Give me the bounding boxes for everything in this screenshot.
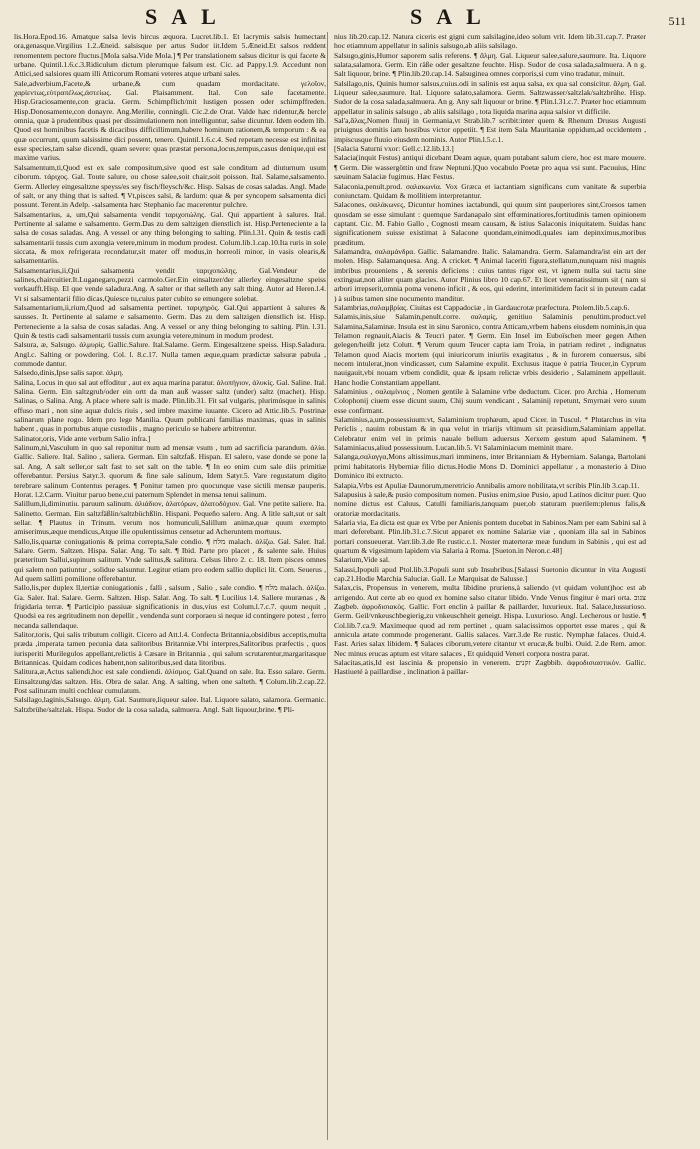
dictionary-entry: Salitor,toris, Qui salis tributum colligit. Cicero ad Att.l.4. Confecta Britannia,obsidibus acceptis,multa præda ,imperata tamen pecunia data salitoribus Britanniæ.Vbi interpres,Salitoribus præfectis , quos iurisperiti Murilegulos appellant,relictis à Cæsare in Britannia , qui salum scrutarentur,margaritasque Britannicas. Quidam codices habent,non salitoribus,sed data litoribus.	[14, 630, 326, 668]
dictionary-entry: Salitura,æ,Actus saliendi,hoc est sale condiendi. ἁλίσμος. Gal.Quand on sale. Ita. Esso salare. Germ. Einsaltzung/das saltzen. His. Obra de salar. Ang. A salting, when one salteth. ¶ Colum.lib.2.cap.22. Post salituram multi cochlear cumulatum.	[14, 667, 326, 696]
dictionary-entry: Salsamentarium,ii,rium,Quod ad salsamenta pertinet. ταριχηρός. Gal.Qui appartient à salures & sausses. It. Pertinente al salame e salsamento. Germ. Das zu dem saltzigen dienstlich ist. Hisp. Perteneciente a la salsa de cosas saladas. Ang. A vessel or any thing belonging to salting. Plin. l.31. Quin & testis cadi salsamentarii tussis cum axungia vetere,minum in modum prodest.	[14, 302, 326, 340]
dictionary-entry: Salaconia,penult.prod. σαλακωνία. Vox Græca et iactantiam significans cum vanitate & superbia coniunctam. Quidam & mollitiem interpretantur.	[334, 181, 646, 200]
dictionary-entry: Salsura, æ, Salsugo. ἁλμυρίς. Gallic.Salure. Ital.Salame. Germ. Eingesaltzene speiss. Hisp.Saladura. Angl.c. Salting or powdering. Col. l. 8.c.17. Nulla tamen æque,quam prædictæ salsuræ pabula , commode dantur.	[14, 340, 326, 369]
dictionary-entry: nius lib.20.cap.12. Natura ciceris est gigni cum salsilagine,ideo solum vrit. Idem lib.31.cap.7. Præter hoc etiamnum appellatur in salinis salsugo,ab aliis salsilago.	[334, 32, 646, 51]
dictionary-entry: Sale,adverbium,Facete,& urbane,& cum quadam mordacitate. γελοῖον, χαρίεντως,εὐτραπέλως,ἀστείως. Gal. Plaisamment. Ital. Con sale facetamente. Hisp.Graciosamente,con gracia. Germ. Schimpflich/mit lustigen possen oder schimpffreden. Hisp.Donosamente,con donayre. Ang.Merilie, conningli. Cic.2.de Orat. Valde hæc ridentur,& hercle omnia, quæ à prudentibus quasi per dissimulationem non intelliguntur, salse dicuntur. Idem eodem lib. Quod est hominibus facetis & dicacibus difficillimum,habere hominum rationem,& temporum : & ea quæ occurrunt, quum salsissime dici possent, tenere. Quintil.1.6.c.4. Sed repetam necesse est infinitas esse species,tam salse dicendi, quam severe: quas præstat persona,locus,tempus,casus denique,qui est maxime varius.	[14, 78, 326, 163]
dictionary-entry: [Salacia Saturni vxor: Gell.c.12.lib.13.]	[334, 144, 454, 154]
dictionary-entry: Salassi,Ipopuli apud Ptol.lib.3.Populi sunt sub Insubribus.[Salassi Suetonio dicuntur in vita Augusti cap.21.Hodie Marchia Saluciæ. Gall. Le Marquisat de Salusse.]	[334, 564, 646, 583]
dictionary-entry: Salanga,σαλαγγα,Mons altissimus,mari imminens, inter Britanniam & Hyberniam. Salanga, Bartolani primi habitatoris Hyberniæ filio dictus.Hodie Mons D. Dominici appellatur , a monasterio à Diuo Dominico ibi extructo.	[334, 452, 646, 481]
dictionary-entry: Salambrias,σαλαμβρίας. Ciuitas est Cappadociæ , in Gardaucrotæ præfectura. Ptolem.lib.5.cap.6.	[334, 302, 630, 312]
dictionary-entry: Salacitas,atis,Id est lascinia & propensio in venerem. זקנים Zagbbib. ἀφροδισιαστικὸν. Gallic. Hastiueté à paillardise , inclination à paillar-	[334, 658, 646, 677]
dictionary-entry: Salina, Locus in quo sal aut effoditur , aut ex aqua marina paratur. ἁλοπήγιον, ἁλυκίς. Gal. Saline. Ital. Salina. Germ. Ein saltzgrub/oder ein ortt da man auß wasser saltz (under) saltz (machet). Hisp. Salinas, o Salina. Ang. A place where salt is made. Plin.lib.31. Fit sal vulgaris, plurimúsque in salinis effuso mari , non sine aquæ dulcis riuis , sed imbre maxime iuuante. Cicero ad Attic.lib.5. Postrinæ salinarum plane rogo. Idem pro lege Manilia. Quum publicani familias maximas, quas in salinis habent , quas in portubus atque custodiis , magno periculo se habere arbitrentur.	[14, 377, 326, 434]
running-head-right: SAL	[410, 4, 495, 29]
dictionary-entry: Sal'a,ἅλας,Nomen fluuij in Germania,vt Strab.lib.7 scribit:inter quem & Rhenum Drusus Augusti priuignus domitis iam hostibus victor oppetiit. ¶ Est item Sala Mauritaniæ oppidum,ad occidentem , impiscusque fluuio eiusdem nominis. Autor Plin.l.5.c.1.	[334, 116, 646, 144]
dictionary-entry: Sallo,lis,quartæ coniugationis & prima correpta,Sale condio. ¶ מלח malach. ἁλίζω. Gal. Saler. Ital. Salare. Germ. Saltzen. Hispa. Salar. Ang. To salt. ¶ Ibid. Parte pro placet , & salente sale. Huius præteritum Sallui,supinum salitum. Vnde salitus,& salitura. Celsus libro 2. c. 18. Item pisces omnes qui salem non patiuntur , solidue salsuntur. Legitur etiam pro eodem sallio duplici lit. Com. Seuerus , Ad quem sallitti pomilione offerebantur.	[14, 536, 326, 583]
dictionary-entry: Salsamentarius, a, um,Qui salsamenta vendit ταριχοπώλης. Gal. Qui appartient à salures. Ital. Pertinente al salame e salsamento. Germ.Das zu dem saltzigen dienstlich ist. Hisp.Perteneciente a la salsa de cosas saladas. Ang. A vessel or any thing belonging to salting. Plin.l.31. Quin & testis cadi salsamentarii tussis cum axungia vetere,minum in modum prodest. Colum.lib.1.cap.10.Ita ruris in sole siccata, & mox refrigerata recondatur,sit mater off modus,in horreoli minor, in vasis olearis,& salsamentariis.	[14, 209, 326, 266]
dictionary-entry: Salsilago,nis, Quinis humor salsus,cuius.odi in salinis est aqua salsa, ex qua sal consicitur. ἅλμη. Gal. Liqueur salee,saumure. Ital. Liquore salato,salamora. Germ. Saltzwasser/saltzlak/saltzbrühe. Hisp. Sudor de la cosa salada,salmuera. An g. Any salt liquour or brine. ¶ Plin.l.31.c.7. Præter hoc etiamnum appellatur in salinis salsugo , ab aliis salsilago , tota liquida marina aqua salsior vt difficile.	[334, 78, 646, 116]
dictionary-entry: Salaminius,a,um,possessiuum:vt, Salaminium trophæum, apud Cicer. in Tuscul. * Plutarchus in vita Periclis , nauim robustam & in qua velut in triarijs vltimum sit præsidium,Salaminiam appellat. Celebratur enim vel in primis nauale bellum aduersus Xerxem gestum apud Salaminem. ¶ Salaminiacus,aliud possessiuum. Lucan.lib.5. Vt Salaminiacum meminit mare.	[334, 415, 646, 453]
left-column	[14, 32, 326, 1142]
dictionary-entry: lis.Hora.Epod.16. Amatque salsa levis hircus æquora. Lucret.lib.1. Et lacrymis salsis humectant ora,genasque.Virgilius 1.2.Æneid. salsisque per artus Sudor iit.Idem 5.Æneid.Et salsos reddent renomentem pectore fluctus.[Mola salsa.Vide Mola.] ¶ Per translationem salsus dicitur is qui facete & urbane. Quintil.1.6.c.3.Ridiculum dictum plerumque falsum est. Cic. ad Pappy.1.9. Accedunt non Attici,sed salsiores quam illi Atticorum Romani veteres atque urbani sales.	[14, 32, 326, 79]
running-head-left: SAL	[145, 4, 230, 29]
dictionary-entry: Salillum,li,diminutiu. paruum salinum. ἁλιάδιον, ἁλατόρων, ἁλατοδόχιον. Gal. Vne petite saliere. Ita. Salinetto. German. Ein saltzfäßlin/saltzbüchßlin. Hispani. Pequeño salero. Ang. A litle salt,sut or salt sellar. ¶ Plautus in Trinum. verum nos homunculi,Salillum animæ,quæ quum exempto amiserimus,æque mendicus,Atque ille opulentissimus censetur ad Acheruntem mortuus.	[14, 499, 326, 537]
column-rule	[327, 32, 328, 1140]
dictionary-entry: Salsedo,dinis,Ipse salis sapor. ἁλμη.	[14, 368, 124, 378]
dictionary-entry: Salsugo,ginis,Humor saporem salis referens. ¶ ἅλμη. Gal. Liqueur salee,salure,saumure. Ita. Liquore salata,salamora. Germ. Ein räße oder gesaltzne feuchte. Hisp. Sudor de cosa salada,salmuera. A n g. Salt liquour, brine. ¶ Plin.lib.20.cap.14. Salsuginea omnes corporis,si cum vino tradatur, minuit.	[334, 50, 646, 79]
right-column	[334, 32, 646, 1142]
dictionary-entry: Salsamentum,ti,Quod est ex sale compositum,sive quod est sale conditum ad diuturnum usum ciborum. τάριχος. Gal. Toute salure, ou chose salee,soit chair,soit poisson. Ital. Salame,salsamento. Germ. Allerley eingesaltzne speyss/es sey fisch/fleysch/&c. Hisp. Salsas de cosas saladas. Angl. Made of salt, or any thing that is salted. ¶ Vt,pisces salsi, & lardum: quæ & per syncopem salsamenta dici possunt. Terent.in Adelp. -salsamenta hæc Stephanio fac macerentur pulchre.	[14, 162, 326, 210]
dictionary-entry: Salapusius à sale,& pusio compositum nomen. Pusius enim,siue Pusio, apud Latinos dicitur puer. Quo nomine dictus est Caluus, Catulli familiaris,tanquam puer,ob staturam puerilem:plenus falis,& oratoriæ mordacitatis.	[334, 489, 646, 518]
dictionary-entry: Salapia,Vrbs est Apuliæ Daunorum,meretricio Annibalis amore nobilitata,vt scribis Plin.lib 3.cap.11.	[334, 480, 640, 490]
page-number: 511	[668, 14, 686, 28]
dictionary-entry: Salax,cis, Propensus in venerem, multa libidine pruriens,à saliendo (vt quidam volunt)hoc est ab arrigendo. Aut certe ab eo quod ex homine salso citatur libido. Vnde Venus fingitur è mari orta. צגוב Zagbeb. ἀφροδισιακὸς. Gallic. Fort enclin à paillar & paillarder, luxurieux. Ital. Salace,lussurioso. Germ. Geil/vnkeuschbegierig,zu vnkeuschheit geneigt. Hispa. Luxurioso. Angl. Lecherous or lustie. ¶ Col.lib.7.ca.9. Maximeque quod ad rem pertinet , quam salacissimos opportet esse mares , qui & annicula ætate commode progenerant. Gallis salaces. Varr.3.de Re rustic. Nymphæ falaces. Ouid.4. Fast. Aries salax libidem. ¶ Salaces ciborum,vetere citantur vt erucæ,& bulbi. Ouid. 2.de Rem. amor. Nec minus erucas aptum est vitare salaces , Et quidquid Veneri corpora nostra parat.	[334, 583, 646, 658]
dictionary-entry: Salinum,ni,Vasculum in quo sal reponitur num ad mensæ vsum , tum ad sacrificia parandum. ἁλία. Gallic. Saliere. Ital. Salino , saliera. German. Ein saltzfaß. Hispan. El salero, vase donde se pone la sal. Ang. A salt seller,or salt fast to set salt on the table. ¶ In eo enim cum sale diis primitiæ offerebantur. Persius Satyr.3. quorum & fine sale salinum, Idem Satyr.5. Vare regustatum digito terebrare salinum Contentus perages. ¶ Ponitur tamen pro quocunque vase sictili mensæ pauperis. Horat. l.2.Carm. Viuitur paruo bene,cui paternum Splendet in mensa tenui salinum.	[14, 443, 326, 499]
dictionary-entry: Sallo,lis,per duplex ll,tertiæ coniugationis , falli , salsum , Salio , sale condio. ¶ מלח malach. ἁλίζω. Ga. Saler. Ital. Salare. Germ. Saltzen. Hisp. Salar. Ang. To salt. ¶ Lucilius l.4. Sallere murænas , & frigidaria terræ. ¶ Participio passiuæ significationis in dus,vius est Colum.l.7.c.7. quum nequit , Quodsi ea res ægritudinem non depellit , vendenda sunt corporaeu si neque id contingere potest , ferro necanda sallendaque.	[14, 583, 326, 630]
dictionary-entry: Salamandra, σαλαμάνδρα. Gallic. Salamandre. Italic. Salamandra. Germ. Salamandra/ist ein art der molen. Hisp. Salamanquesa. Ang. A cricket. ¶ Animal laceriti figura,stellatum,nunquam nisi magnis imbribus proueniens , & serenis deficiens : cuius tantus rigor est, vt ignem nulla sui tactu sine extinguat,non aliter quam glacies. Autor Plinius libro 10 cap.67. Et licet venenatissimum sit ( nam si arbori irrepserit,omnia poma veneno inficit , & eos, qui ederint, interimitidem facit si in puteum cadat ) à suibus tamen sine nocumento manditur.	[334, 246, 646, 303]
dictionary-entry: Salacones, σαλάκωνες, Dicuntur homines iactabundi, qui quum sint pauperiores sint,Croesos tamen quosdam se esse simulant : quemque Sardanapalo sint effœminatiores,fortitudinis tamen opinionem captant. Cic. M. Fabio Gallo , Cognosti meam causam, & istius Salaconis iniquitatem. Suidas hanc significationem suisse existimat à Salacone quondam,einimodi,quales iam depinximus,moribus præditum.	[334, 200, 646, 247]
dictionary-entry: Salsamentarius,ii,Qui salsamenta vendit ταριχοπώλης. Gal.Vendeur de salines,chaircuitier.It.Luganegaro,pezzi carmolo.Ger.Ein einsaltzer/der allerley eingesaltzne speiss verkaufft.Hisp. El que vende saladura.Ang. A salter or that selleth any salt thing. Autor ad Heren.l.4. Vt si salsamentarii filio dicas,Quiesce tu,cuius pater cubito se emungere solebat.	[14, 265, 326, 303]
dictionary-entry: Salaminius , σαλαμίνιος , Nomen gentile à Salamine vrbe deductum. Cicer. pro Archia , Homerum Colophonij ciuem esse dicunt suum, Chij suum vendicant , Salaminij repetunt, Smyrnæi vero suum esse confirmant.	[334, 387, 646, 415]
dictionary-entry: Salacia(inquit Festus) antiqui dicebant Deam aquæ, quam putabant salum ciere, hoc est mare mouere. ¶ Germ. Die wassergöttin und fraw Neptuni.]Quo vocabulo Poetæ pro aqua vsi sunt. Pacuuius, Hinc sæuinam Salaciæ fugimus. Hæc Festus.	[334, 153, 646, 182]
dictionary-entry: Salarium,Vide sal.	[334, 555, 390, 565]
dictionary-entry: Salaria via, Ea dicta est quæ ex Vrbe per Anienis pontem ducebat in Sabinos.Nam per eam Sabini sal à mari deferebant. Plin.lib.31.c.7.Sicut apparet ex nomine Salariæ viæ , quoniam illa sal in Sabinos portari consueuerat. Varr.lib.3.de Re rustic.c.1. Noster materteræ meæ fundum in Sabinis , qui est ad quartum & vigesimum lapidem via Salaria à Roma. [Sueton.in Neron.c.48]	[334, 517, 646, 555]
dictionary-entry: Salinator,oris, Vide ante verbum Salio infra.]	[14, 433, 151, 443]
dictionary-entry: Salamis,inis,siue Salamin,penult.corre. σαλαμίς, genitiuo Salaminis penultim.product.vel Salamina,Salaminæ. Insula est in sinu Saronico, contra Atticam,vrbem habens eiusdem nominis,in qua Telamon regnauit,Aiacis & Teucri pater. ¶ Germ. Ein Insel im Euboïschen meer gegen Athen gelegen/heißt jetz Colutt. ¶ Verum quum Teucer capta iam Troia, in patriam rediret , indignatus Telamon quod Aiacis mortem (qui iniuricorum iniuriis exagitatus , & in furorem conuersus, sibi necem intulerat,)non vindicasset, cum Salamine expulit. Exclusus itaque è patria Teucer,in Cyprum nauigauit,vbi nouam vrbem condidit, quæ & ipsam relictæ vrbis desiderio , Salaminem appellauit. Hanc hodie Constantiam appellant.	[334, 312, 646, 387]
dictionary-entry: Salsilago,laginis,Salsugo. ἁλμη. Gal. Saumure,liqueur salee. Ital. Liquore salato, salamora. Germanic. Saltzbrühe/saltzlak. Hispa. Sudor de la cosa salada, salmuera. Angl. Salt liquour,brine. ¶ Pli-	[14, 695, 326, 714]
